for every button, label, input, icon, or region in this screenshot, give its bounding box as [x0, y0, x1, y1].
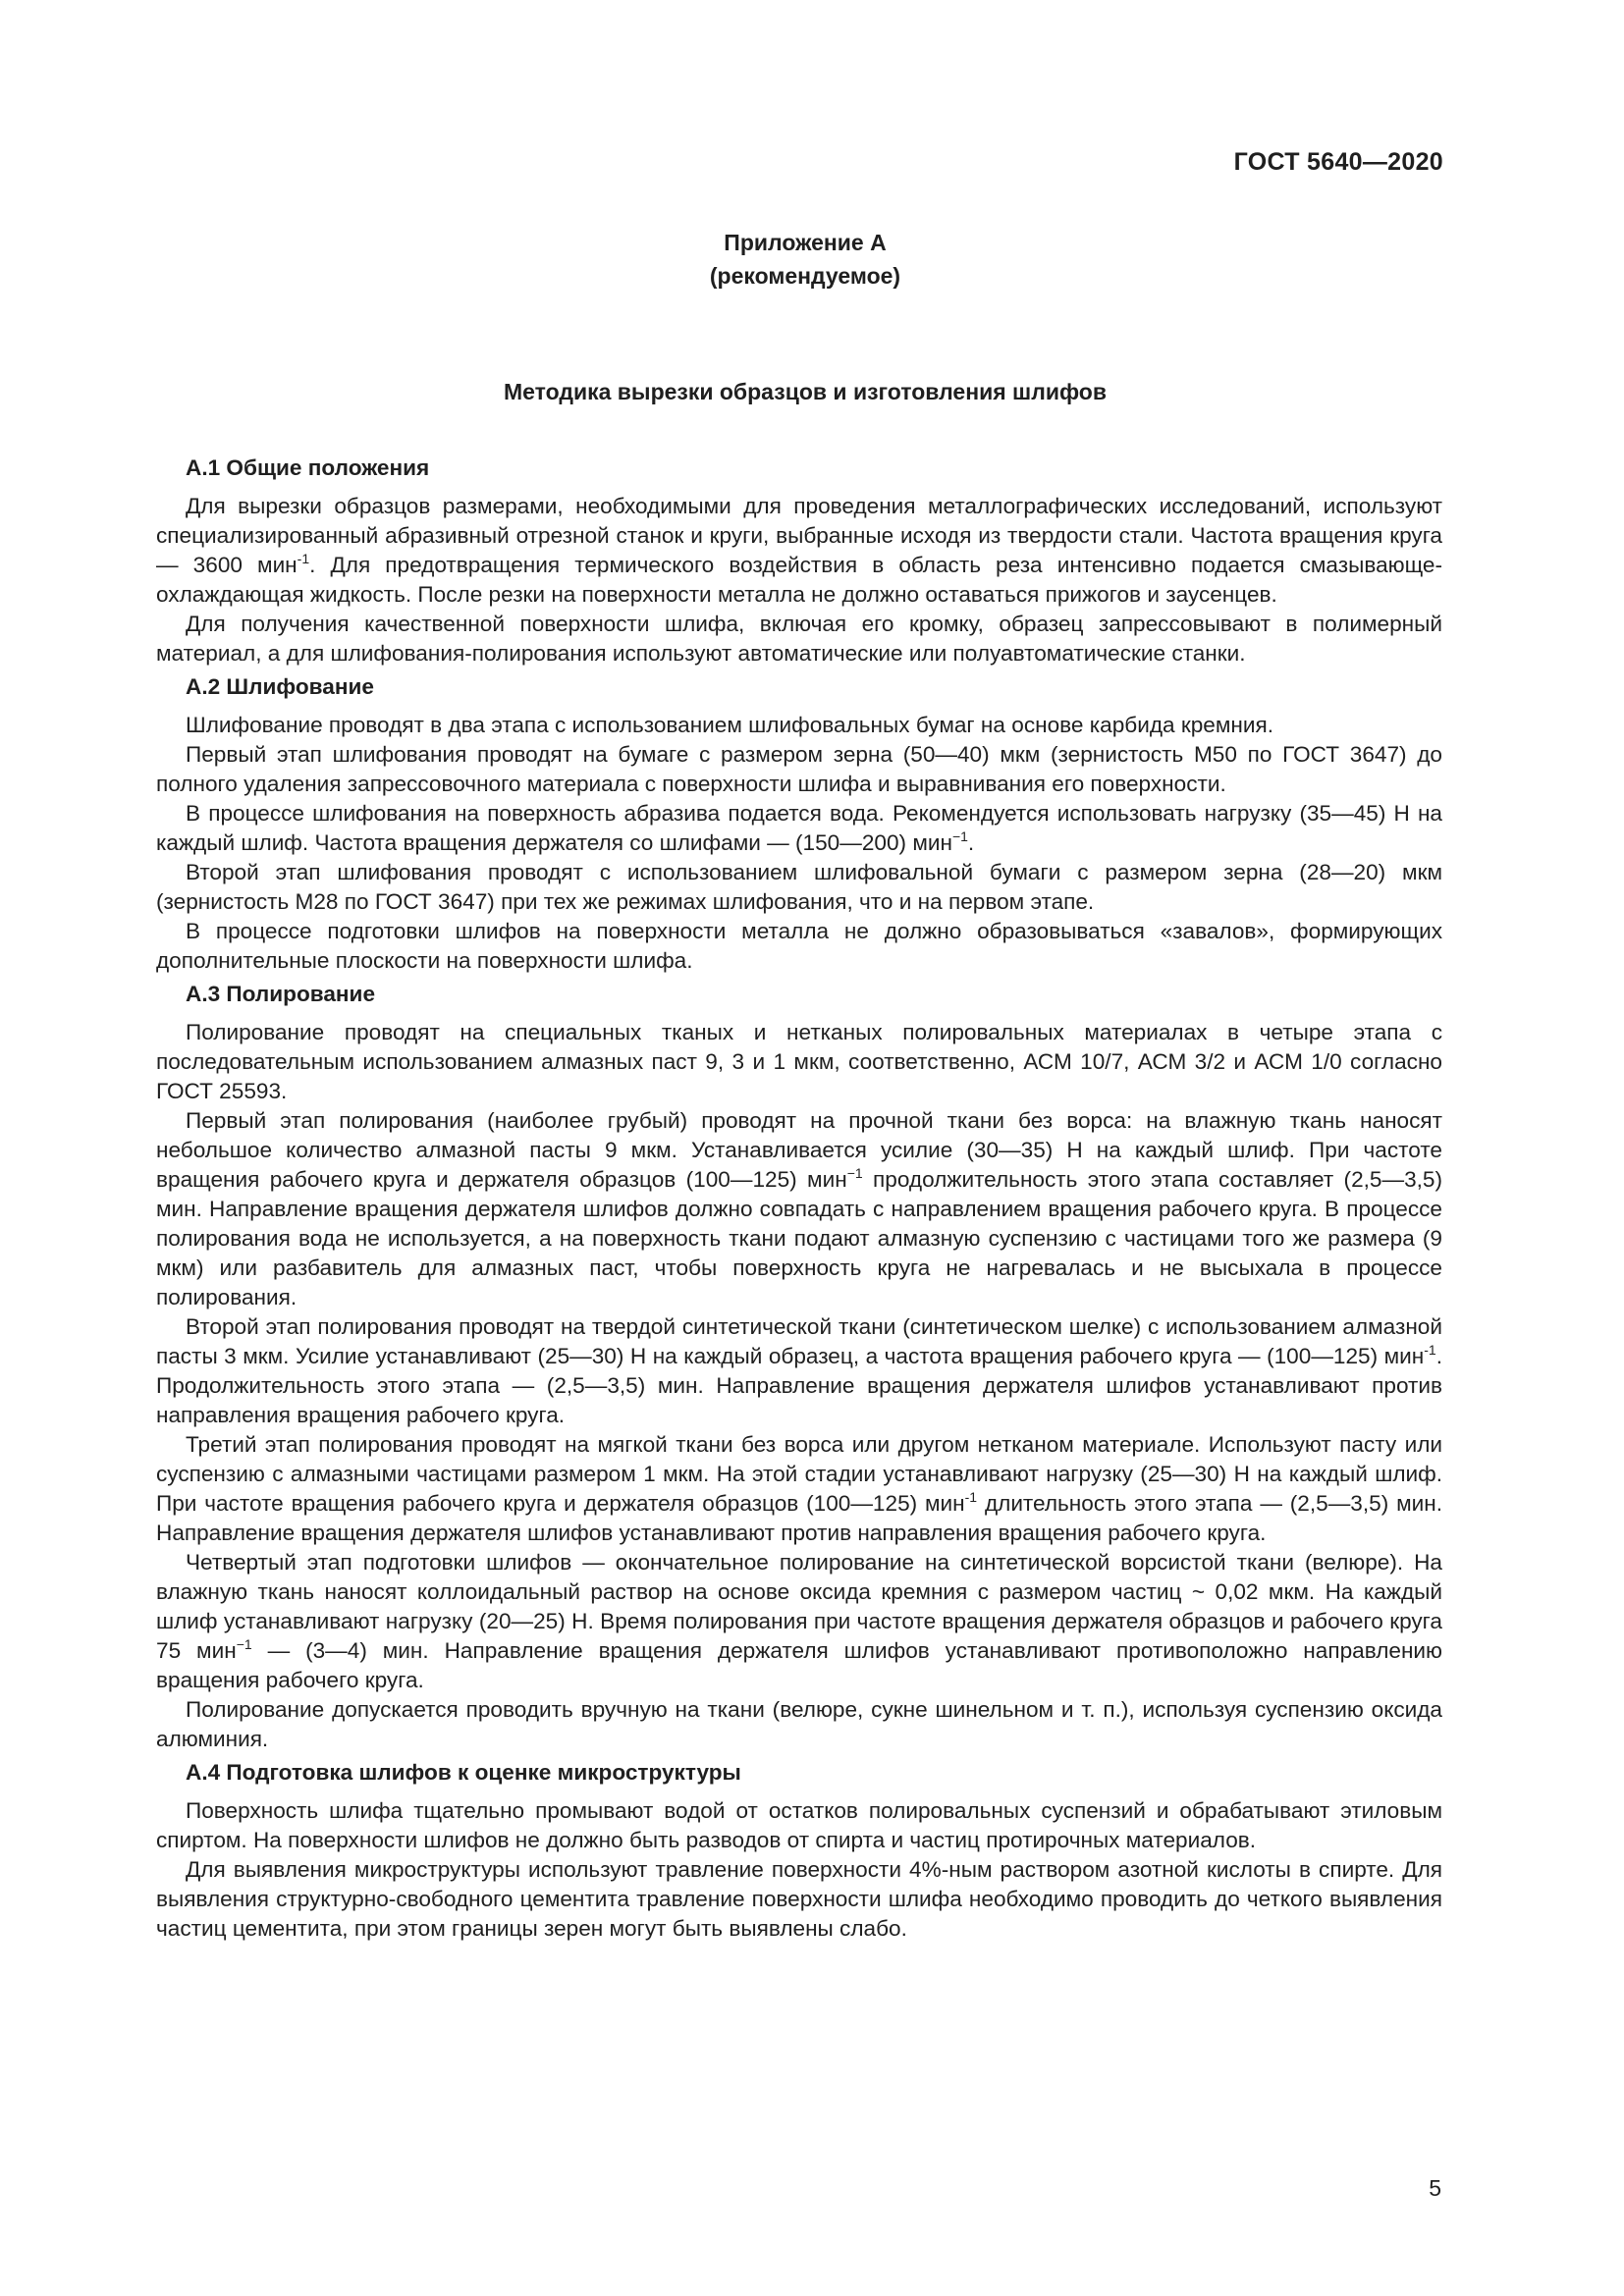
paragraph-text: Четвертый этап подготовки шлифов — окончательное полирование на синтетической ворсистой ткани (велюре). На влажную ткань наносят коллоидальный раствор на основе оксида кремния с размером частиц ~ 0,02 мкм. На каждый шлиф устанавливают нагрузку (20—25) Н. Время полирования при частоте вращения держателя образцов и рабочего круга 75 мин [156, 1550, 1442, 1663]
paragraph [156, 1855, 1442, 1944]
paragraph-text-continued: . Для предотвращения термического воздействия в область реза интенсивно подается смазывающе-охлаждающая жидкость. После резки на поверхности металла не должно оставаться прижогов и заусенцев. [156, 553, 1443, 607]
page-number: 5 [1429, 2175, 1441, 2201]
paragraph-text: Второй этап шлифования проводят с использованием шлифовальной бумаги с размером зерна (28—20) мкм (зернистость М28 по ГОСТ 3647) при тех же режимах шлифования, что и на первом этапе. [156, 860, 1442, 914]
paragraph-text: В процессе подготовки шлифов на поверхности металла не должно образовываться «завалов», формирующих дополнительные плоскости на поверхности шлифа. [156, 919, 1442, 973]
paragraph [156, 1796, 1442, 1855]
document-title: Методика вырезки образцов и изготовления шлифов [504, 379, 1107, 404]
paragraph-text-continued: длительность этого этапа — (2,5—3,5) мин. Направление вращения держателя шлифов устанавливают против направления вращения рабочего круга. [156, 1491, 1442, 1545]
paragraph [156, 740, 1442, 799]
paragraph-text-continued: . [967, 830, 975, 855]
paragraph-text-continued: — (3—4) мин. Направление вращения держателя шлифов устанавливают противоположно направлению вращения рабочего круга. [156, 1638, 1442, 1692]
paragraph [156, 858, 1442, 917]
paragraph-text: Шлифование проводят в два этапа с использованием шлифовальных бумаг на основе карбида кремния. [186, 713, 1274, 737]
section [156, 454, 1442, 668]
section [156, 1758, 1442, 1944]
paragraph-text: Первый этап полирования (наиболее грубый) проводят на прочной ткани без ворса: на влажную ткань наносят небольшое количество алмазной пасты 9 мкм. Устанавливается усилие (30—35) Н на каждый шлиф. При частоте вращения рабочего круга и держателя образцов (100—125) мин [156, 1108, 1442, 1192]
paragraph-text: Второй этап полирования проводят на твердой синтетической ткани (синтетическом шелке) с использованием алмазной пасты 3 мкм. Усилие устанавливают (25—30) Н на каждый образец, а частота вращения рабочего круга — (100—125) мин [156, 1314, 1442, 1368]
paragraph [156, 1018, 1442, 1106]
paragraph [156, 799, 1442, 858]
appendix-status: (рекомендуемое) [709, 263, 901, 289]
unit-exponent: −1 [846, 1165, 863, 1181]
paragraph-text: Третий этап полирования проводят на мягкой ткани без ворса или другом нетканом материале. Используют пасту или суспензию с алмазными частицами размером 1 мкм. На этой стадии устанавливают нагрузку (25—30) Н на каждый шлиф. При частоте вращения рабочего круга и держателя образцов (100—125) мин [156, 1432, 1442, 1516]
section-heading: А.2 Шлифование [186, 674, 374, 699]
unit-exponent: −1 [951, 828, 968, 844]
paragraph-text: Поверхность шлифа тщательно промывают водой от остатков полировальных суспензий и обрабатывают этиловым спиртом. На поверхности шлифов не должно быть разводов от спирта и частиц протирочных материалов. [156, 1798, 1442, 1852]
unit-exponent: −1 [236, 1636, 252, 1652]
appendix-block [0, 226, 1610, 293]
paragraph [156, 1312, 1442, 1430]
paragraph-text: В процессе шлифования на поверхность абразива подается вода. Рекомендуется использовать нагрузку (35—45) Н на каждый шлиф. Частота вращения держателя со шлифами — (150—200) мин [156, 801, 1442, 855]
paragraph [156, 492, 1442, 610]
paragraph [156, 711, 1442, 740]
paragraph-text: Для вырезки образцов размерами, необходимыми для проведения металлографических исследований, используют специализированный абразивный отрезной станок и круги, выбранные исходя из твердости стали. Частота вращения круга — 3600 мин [156, 494, 1442, 577]
paragraph [156, 917, 1442, 976]
unit-exponent: -1 [964, 1489, 978, 1505]
paragraph-text: Первый этап шлифования проводят на бумаге с размером зерна (50—40) мкм (зернистость М50 по ГОСТ 3647) до полного удаления запрессовочного материала с поверхности шлифа и выравнивания его поверхности. [156, 742, 1442, 796]
section [156, 980, 1442, 1754]
paragraph [156, 1106, 1442, 1312]
paragraph [156, 1695, 1442, 1754]
paragraph-text-continued: продолжительность этого этапа составляет (2,5—3,5) мин. Направление вращения держателя шлифов должно совпадать с направлением вращения рабочего круга. В процессе полирования вода не используется, а на поверхность ткани подают алмазную суспензию с частицами того же размера (9 мкм) или разбавитель для алмазных паст, чтобы поверхность круга не нагревалась и не высыхала в процессе полирования. [156, 1167, 1442, 1309]
paragraph-text-continued: . Продолжительность этого этапа — (2,5—3,5) мин. Направление вращения держателя шлифов устанавливают против направления вращения рабочего круга. [156, 1344, 1442, 1427]
paragraph-text: Для получения качественной поверхности шлифа, включая его кромку, образец запрессовывают в полимерный материал, а для шлифования-полирования используют автоматические или полуавтоматические станки. [156, 612, 1442, 666]
section-heading: А.3 Полирование [186, 982, 376, 1006]
document-standard-number: ГОСТ 5640—2020 [1233, 148, 1443, 176]
paragraph [156, 1548, 1442, 1695]
paragraph [156, 610, 1442, 668]
appendix-title: Приложение А [724, 230, 887, 255]
paragraph-text: Полирование допускается проводить вручную на ткани (велюре, сукне шинельном и т. п.), используя суспензию оксида алюминия. [156, 1697, 1442, 1751]
paragraph [156, 1430, 1442, 1548]
section [156, 672, 1442, 976]
unit-exponent: -1 [297, 551, 310, 566]
paragraph-text: Полирование проводят на специальных тканых и нетканых полировальных материалах в четыре этапа с последовательным использованием алмазных паст 9, 3 и 1 мкм, соответственно, АСМ 10/7, АСМ 3/2 и АСМ 1/0 согласно ГОСТ 25593. [156, 1020, 1442, 1103]
unit-exponent: -1 [1424, 1342, 1436, 1358]
paragraph-text: Для выявления микроструктуры используют травление поверхности 4%-ным раствором азотной кислоты в спирте. Для выявления структурно-свободного цементита травление поверхности шлифа необходимо проводить до четкого выявления частиц цементита, при этом границы зерен могут быть выявлены слабо. [156, 1857, 1442, 1941]
document-body [156, 454, 1442, 1944]
section-heading: А.1 Общие положения [186, 455, 430, 480]
section-heading: А.4 Подготовка шлифов к оценке микроструктуры [186, 1760, 741, 1785]
